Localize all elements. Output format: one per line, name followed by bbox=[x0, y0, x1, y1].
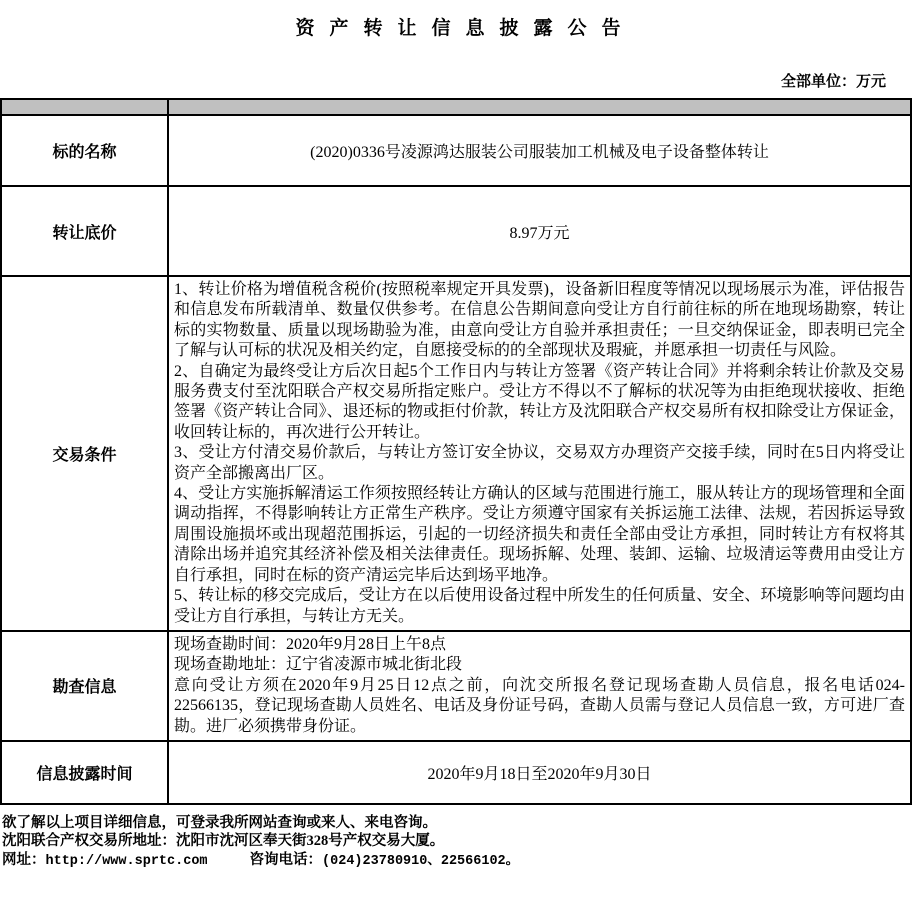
row-label-disclosure: 信息披露时间 bbox=[1, 741, 168, 804]
row-value-price: 8.97万元 bbox=[168, 186, 911, 276]
table-row-price bbox=[1, 186, 911, 276]
row-value-name: (2020)0336号凌源鸿达服装公司服装加工机械及电子设备整体转让 bbox=[168, 115, 911, 186]
survey-line: 现场查勘地址：辽宁省凌源市城北街北段 bbox=[174, 656, 463, 674]
row-label-price: 转让底价 bbox=[1, 186, 168, 276]
phone-label: 咨询电话： bbox=[249, 851, 323, 868]
footer-info-line: 欲了解以上项目详细信息，可登录我所网站查询或来人、来电咨询。 bbox=[2, 814, 437, 831]
row-value-disclosure: 2020年9月18日至2020年9月30日 bbox=[168, 741, 911, 804]
row-label-conditions: 交易条件 bbox=[1, 276, 168, 631]
row-label-name: 标的名称 bbox=[1, 115, 168, 186]
table-header-row bbox=[1, 99, 911, 115]
condition-item: 5、转让标的移交完成后，受让方在以后使用设备过程中所发生的任何质量、安全、环境影响等问题均由受让方自行承担，与转让方无关。 bbox=[174, 587, 905, 625]
condition-item: 2、自确定为最终受让方后次日起5个工作日内与转让方签署《资产转让合同》并将剩余转让价款及交易服务费支付至沈阳联合产权交易所指定账户。受让方不得以不了解标的状况等为由拒绝现状接收、拒绝签署《资产转让合同》、退还标的物或拒付价款，转让方及沈阳联合产权交易所有权扣除受让方保证金，收回转让标的，再次进行公开转让。 bbox=[174, 362, 905, 441]
footer-address-line: 沈阳联合产权交易所地址：沈阳市沈河区奉天街328号产权交易大厦。 bbox=[2, 833, 445, 850]
row-label-survey: 勘查信息 bbox=[1, 631, 168, 741]
website-url: http://www.sprtc.com bbox=[45, 853, 208, 869]
condition-item: 1、转让价格为增值税含税价(按照税率规定开具发票)，设备新旧程度等情况以现场展示为准，评估报告和信息发布所载清单、数量仅供参考。在信息公告期间意向受让方自行前往标的所在地现场勘察，转让标的实物数量、质量以现场勘验为准，由意向受让方自验并承担责任；一旦交纳保证金，即表明已完全了解与认可标的状况及相关约定，自愿接受标的的全部现状及瑕疵，并愿承担一切责任与风险。 bbox=[174, 281, 905, 360]
announcement-table bbox=[0, 98, 912, 805]
header-value-cell bbox=[168, 99, 911, 115]
footer-contact-line bbox=[2, 851, 916, 872]
page-title: 资产转让信息披露公告 bbox=[295, 18, 636, 39]
survey-line: 意向受让方须在2020年9月25日12点之前，向沈交所报名登记现场查勘人员信息，报名电话024-22566135，登记现场查勘人员姓名、电话及身份证号码，查勘人员需与登记人员信息一致，方可进厂查勘。进厂必须携带身份证。 bbox=[174, 676, 905, 735]
table-row-conditions bbox=[1, 276, 911, 631]
condition-item: 4、受让方实施拆解清运工作须按照经转让方确认的区域与范围进行施工，服从转让方的现场管理和全面调动指挥，不得影响转让方正常生产秩序。受让方须遵守国家有关拆运施工法律、法规，若因拆运导致周围设施损坏或出现超范围拆运，引起的一切经济损失和责任全部由受让方承担，同时转让方有权将其清除出场并追究其经济补偿及相关法律责任。现场拆解、处理、装卸、运输、垃圾清运等费用由受让方自行承担，同时在标的资产清运完毕后达到场平地净。 bbox=[174, 485, 905, 584]
website-label: 网址： bbox=[2, 851, 46, 868]
table-row-disclosure bbox=[1, 741, 911, 804]
phone-numbers: (024)23780910、22566102。 bbox=[322, 853, 520, 869]
row-value-conditions bbox=[168, 276, 911, 631]
table-row-name bbox=[1, 115, 911, 186]
survey-line: 现场查勘时间：2020年9月28日上午8点 bbox=[174, 635, 447, 653]
row-value-survey bbox=[168, 631, 911, 741]
condition-item: 3、受让方付清交易价款后，与转让方签订安全协议，交易双方办理资产交接手续，同时在5日内将受让资产全部搬离出厂区。 bbox=[174, 444, 905, 482]
header-label-cell bbox=[1, 99, 168, 115]
footer bbox=[2, 814, 916, 872]
unit-note: 全部单位：万元 bbox=[780, 74, 886, 90]
table-row-survey bbox=[1, 631, 911, 741]
